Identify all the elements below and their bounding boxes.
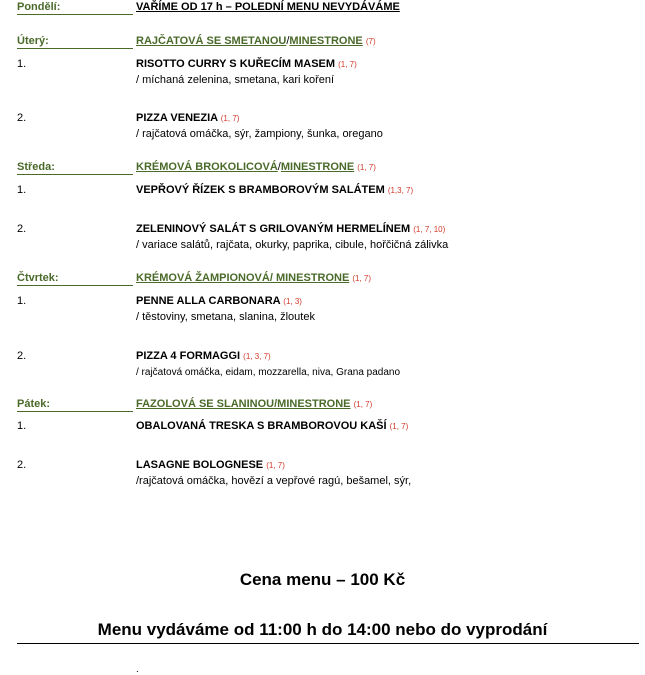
day-monday: Pondělí:: [17, 1, 61, 13]
tuesday-item-1-num: 1.: [17, 58, 27, 70]
wednesday-item-1-num: 1.: [17, 184, 27, 196]
wednesday-soup: [136, 161, 376, 174]
friday-item-2-name: LASAGNE BOLOGNESE: [136, 459, 264, 471]
wednesday-item-2-allergens: (1, 7, 10): [413, 225, 446, 234]
day-wednesday: Středa:: [17, 161, 55, 173]
day-thursday: Čtvrtek:: [17, 272, 59, 284]
thursday-item-1-desc: / těstoviny, smetana, slanina, žloutek: [136, 311, 315, 323]
wednesday-soup-allergens: (1, 7): [357, 163, 376, 172]
wednesday-item-2: [136, 223, 445, 236]
tuesday-soup-2: MINESTRONE: [289, 35, 363, 47]
thursday-item-1-name: PENNE ALLA CARBONARA: [136, 295, 281, 307]
tuesday-soup-slash: /: [286, 35, 290, 47]
monday-notice: VAŘÍME OD 17 h – POLEDNÍ MENU NEVYDÁVÁME: [136, 1, 400, 13]
wednesday-item-2-num: 2.: [17, 223, 27, 235]
friday-item-2-allergens: (1, 7): [266, 461, 285, 470]
wednesday-soup-2: MINESTRONE: [280, 161, 355, 173]
tuesday-item-2-num: 2.: [17, 112, 27, 124]
tuesday-soup-1: RAJČATOVÁ SE SMETANOU: [136, 35, 287, 47]
thursday-item-1-num: 1.: [17, 295, 27, 307]
wednesday-item-2-desc: / variace salátů, rajčata, okurky, paprika, cibule, hořčičná zálivka: [136, 239, 449, 251]
wednesday-soup-1: KRÉMOVÁ BROKOLICOVÁ: [136, 161, 278, 173]
day-tuesday: Úterý:: [17, 35, 49, 47]
friday-soup: [136, 398, 372, 411]
tuesday-item-1: [136, 58, 357, 71]
day-friday-underline: [17, 411, 133, 412]
wednesday-item-1-allergens: (1,3, 7): [387, 186, 414, 195]
friday-item-2: [136, 459, 285, 472]
tuesday-item-1-name: RISOTTO CURRY S KUŘECÍM MASEM: [136, 58, 336, 70]
thursday-soup-allergens: (1, 7): [352, 274, 372, 283]
day-thursday-underline: [17, 285, 133, 286]
wednesday-soup-slash: /: [277, 161, 281, 173]
tuesday-soup-allergens: (7): [365, 37, 376, 46]
thursday-item-2-allergens: (1, 3, 7): [243, 352, 271, 361]
day-friday: Pátek:: [17, 398, 51, 410]
wednesday-item-1: [136, 184, 413, 197]
thursday-item-2-name: PIZZA 4 FORMAGGI: [136, 350, 241, 362]
day-wednesday-underline: [17, 174, 133, 175]
tuesday-item-1-desc: / míchaná zelenina, smetana, kari koření: [136, 74, 335, 86]
wednesday-item-1-name: VEPŘOVÝ ŘÍZEK S BRAMBOROVÝM SALÁTEM: [136, 184, 385, 196]
day-tuesday-underline: [17, 48, 133, 49]
thursday-item-1: [136, 295, 302, 308]
friday-item-1-allergens: (1, 7): [389, 422, 409, 431]
tuesday-item-2-allergens: (1, 7): [220, 114, 240, 123]
thursday-item-2: [136, 350, 271, 363]
trailing-dot: .: [136, 664, 139, 675]
thursday-soup: [136, 272, 371, 285]
friday-item-2-desc: /rajčatová omáčka, hovězí a vepřové ragú, bešamel, sýr,: [136, 475, 412, 487]
serving-hours: Menu vydáváme od 11:00 h do 14:00 nebo do vyprodání: [97, 620, 548, 639]
friday-item-2-num: 2.: [17, 459, 27, 471]
menu-price: Cena menu – 100 Kč: [239, 570, 406, 589]
tuesday-item-2: [136, 112, 239, 125]
friday-item-1-name: OBALOVANÁ TRESKA S BRAMBOROVOU KAŠÍ: [136, 420, 387, 432]
thursday-item-2-desc: / rajčatová omáčka, eidam, mozzarella, niva, Grana padano: [136, 367, 401, 378]
tuesday-item-2-desc: / rajčatová omáčka, sýr, žampiony, šunka, oregano: [136, 128, 383, 140]
friday-item-1-num: 1.: [17, 420, 27, 432]
tuesday-item-1-allergens: (1, 7): [338, 60, 357, 69]
footer-divider: [17, 643, 639, 644]
day-monday-underline: [17, 14, 133, 15]
tuesday-soup: [136, 35, 376, 48]
friday-item-1: [136, 420, 408, 433]
friday-soup-name: FAZOLOVÁ SE SLANINOU/MINESTRONE: [136, 398, 351, 410]
tuesday-item-2-name: PIZZA VENEZIA: [136, 112, 218, 124]
thursday-soup-name: KRÉMOVÁ ŽAMPIONOVÁ/ MINESTRONE: [136, 272, 350, 284]
friday-soup-allergens: (1, 7): [353, 400, 373, 409]
thursday-item-2-num: 2.: [17, 350, 27, 362]
wednesday-item-2-name: ZELENINOVÝ SALÁT S GRILOVANÝM HERMELÍNEM: [136, 223, 411, 235]
thursday-item-1-allergens: (1, 3): [283, 297, 302, 306]
